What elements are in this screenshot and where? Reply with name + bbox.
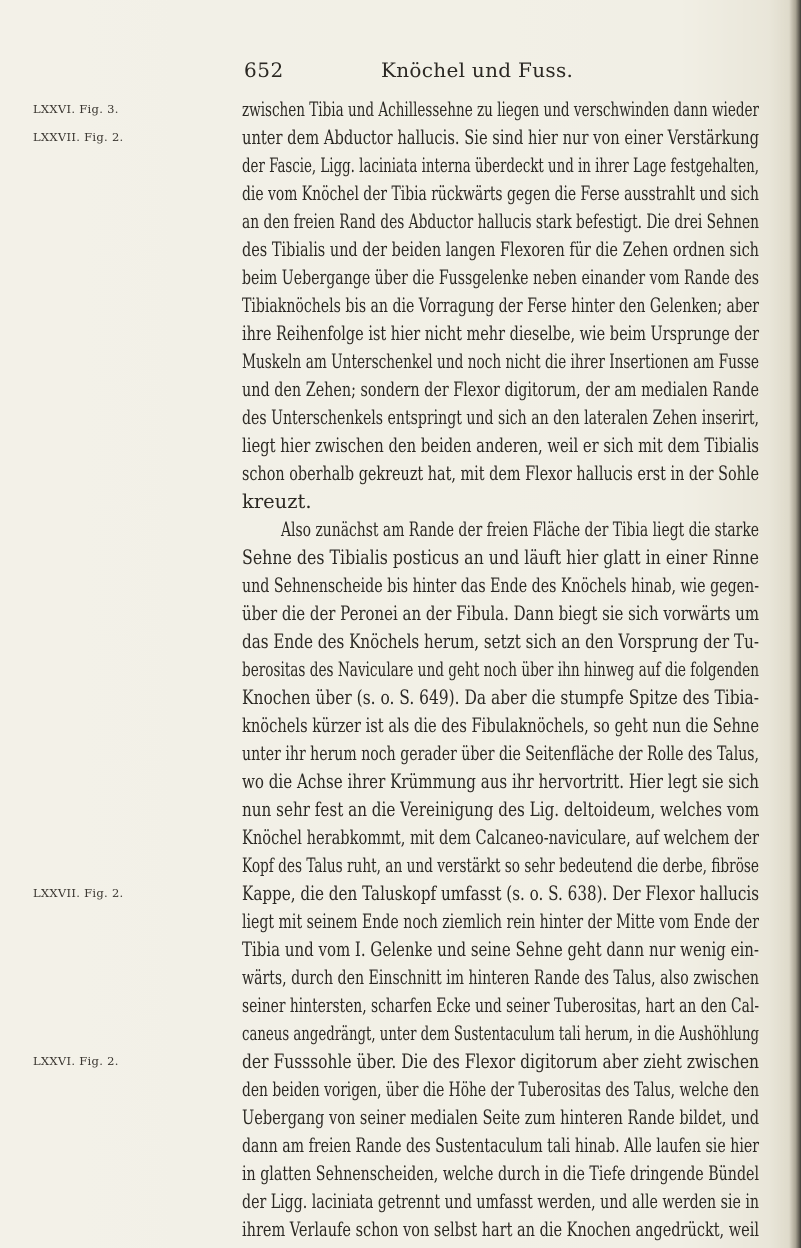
- text-line: [0, 824, 801, 852]
- text-line: [0, 404, 801, 432]
- line-text: dann am freien Rande des Sustentaculum tali hinab. Alle laufen sie hier: [242, 1134, 759, 1157]
- text-line: [0, 796, 801, 824]
- line-text: das Ende des Knöchels herum, setzt sich an den Vorsprung der Tu-: [242, 630, 759, 653]
- line-text: über die der Peronei an der Fibula. Dann biegt sie sich vorwärts um: [242, 602, 759, 625]
- text-line: [0, 320, 801, 348]
- text-line: [0, 96, 801, 124]
- margin-figure-reference: LXXVI. Fig. 3.: [33, 102, 119, 116]
- text-line: [0, 684, 801, 712]
- text-line: [0, 236, 801, 264]
- line-text: wo die Achse ihrer Krümmung aus ihr hervortritt. Hier legt sie sich: [242, 770, 759, 793]
- line-text: an den freien Rand des Abductor hallucis stark befestigt. Die drei Sehnen: [242, 210, 759, 233]
- line-text: schon oberhalb gekreuzt hat, mit dem Flexor hallucis erst in der Sohle: [242, 462, 759, 485]
- text-line: [0, 572, 801, 600]
- line-text: Knöchel herabkommt, mit dem Calcaneo-naviculare, auf welchem der: [242, 826, 759, 849]
- text-line: [0, 908, 801, 936]
- line-text: Tibia und vom I. Gelenke und seine Sehne geht dann nur wenig ein-: [242, 938, 759, 961]
- line-text: liegt hier zwischen den beiden anderen, weil er sich mit dem Tibialis: [242, 434, 759, 457]
- line-text: beim Uebergange über die Fussgelenke neben einander vom Rande des: [242, 266, 759, 289]
- line-text: der Fascie, Ligg. laciniata interna überdeckt und in ihrer Lage festgehalten,: [242, 154, 759, 177]
- text-line: [0, 432, 801, 460]
- text-line: [0, 1048, 801, 1076]
- text-line: [0, 152, 801, 180]
- line-text: Uebergang von seiner medialen Seite zum hinteren Rande bildet, und: [242, 1106, 759, 1129]
- text-line: [0, 292, 801, 320]
- text-line: [0, 516, 801, 544]
- text-line: [0, 880, 801, 908]
- page-number: 652: [244, 58, 284, 82]
- text-line: [0, 376, 801, 404]
- line-text: Kopf des Talus ruht, an und verstärkt so sehr bedeutend die derbe, fibröse: [242, 854, 759, 877]
- text-line: [0, 208, 801, 236]
- line-text: Knochen über (s. o. S. 649). Da aber die stumpfe Spitze des Tibia-: [242, 686, 759, 709]
- line-text: in glatten Sehnenscheiden, welche durch in die Tiefe dringende Bündel: [242, 1162, 759, 1185]
- text-line: [0, 1132, 801, 1160]
- text-line: [0, 348, 801, 376]
- line-text: zwischen Tibia und Achillessehne zu liegen und verschwinden dann wieder: [242, 98, 759, 121]
- page-header: [0, 58, 801, 88]
- margin-figure-reference: LXXVII. Fig. 2.: [33, 886, 124, 900]
- line-text: Also zunächst am Rande der freien Fläche der Tibia liegt die starke: [281, 518, 759, 541]
- margin-figure-reference: LXXVII. Fig. 2.: [33, 130, 124, 144]
- line-text: der Ligg. laciniata getrennt und umfasst werden, und alle werden sie in: [242, 1190, 759, 1213]
- text-line: [0, 1020, 801, 1048]
- text-line: [0, 600, 801, 628]
- text-line: [0, 740, 801, 768]
- page-edge-shadow: [789, 0, 801, 1248]
- line-text: Muskeln am Unterschenkel und noch nicht die ihrer Insertionen am Fusse: [242, 350, 759, 373]
- line-text: Sehne des Tibialis posticus an und läuft hier glatt in einer Rinne: [242, 546, 759, 569]
- text-line: [0, 964, 801, 992]
- line-text: knöchels kürzer ist als die des Fibulaknöchels, so geht nun die Sehne: [242, 714, 759, 737]
- text-line: [0, 712, 801, 740]
- text-line: [0, 936, 801, 964]
- text-line: [0, 992, 801, 1020]
- line-text: caneus angedrängt, unter dem Sustentaculum tali herum, in die Aushöhlung: [242, 1022, 759, 1045]
- line-text: nun sehr fest an die Vereinigung des Lig. deltoideum, welches vom: [242, 798, 759, 821]
- line-text: des Unterschenkels entspringt und sich an den lateralen Zehen inserirt,: [242, 406, 759, 429]
- line-text: kreuzt.: [242, 490, 312, 513]
- text-line: [0, 124, 801, 152]
- line-text: seiner hintersten, scharfen Ecke und seiner Tuberositas, hart an den Cal-: [242, 994, 759, 1017]
- text-line: [0, 460, 801, 488]
- line-text: liegt mit seinem Ende noch ziemlich rein hinter der Mitte vom Ende der: [242, 910, 759, 933]
- text-line: [0, 656, 801, 684]
- line-text: Tibiaknöchels bis an die Vorragung der Ferse hinter den Gelenken; aber: [242, 294, 759, 317]
- line-text: unter dem Abductor hallucis. Sie sind hier nur von einer Verstärkung: [242, 126, 759, 149]
- text-line: [0, 180, 801, 208]
- line-text: des Tibialis und der beiden langen Flexoren für die Zehen ordnen sich: [242, 238, 759, 261]
- line-text: die vom Knöchel der Tibia rückwärts gegen die Ferse ausstrahlt und sich: [242, 182, 759, 205]
- line-text: und Sehnenscheide bis hinter das Ende des Knöchels hinab, wie gegen-: [242, 574, 759, 597]
- line-text: den beiden vorigen, über die Höhe der Tuberositas des Talus, welche den: [242, 1078, 759, 1101]
- line-text: ihre Reihenfolge ist hier nicht mehr dieselbe, wie beim Ursprunge der: [242, 322, 759, 345]
- text-line: [0, 264, 801, 292]
- text-line: [0, 852, 801, 880]
- line-text: berositas des Naviculare und geht noch über ihn hinweg auf die folgenden: [242, 658, 759, 681]
- text-line: [0, 628, 801, 656]
- text-line: [0, 1188, 801, 1216]
- line-text: Kappe, die den Taluskopf umfasst (s. o. S. 638). Der Flexor hallucis: [242, 882, 759, 905]
- text-line: [0, 544, 801, 572]
- text-line: [0, 768, 801, 796]
- line-text: und den Zehen; sondern der Flexor digitorum, der am medialen Rande: [242, 378, 759, 401]
- line-text: der Fusssohle über. Die des Flexor digitorum aber zieht zwischen: [242, 1050, 759, 1073]
- text-line: [0, 1160, 801, 1188]
- line-text: ihrem Verlaufe schon von selbst hart an die Knochen angedrückt, weil: [242, 1218, 759, 1241]
- text-line: [0, 1216, 801, 1244]
- text-line: [0, 1104, 801, 1132]
- line-text: unter ihr herum noch gerader über die Seitenfläche der Rolle des Talus,: [242, 742, 759, 765]
- running-title: Knöchel und Fuss.: [381, 58, 574, 82]
- margin-figure-reference: LXXVI. Fig. 2.: [33, 1054, 119, 1068]
- text-line: [0, 1076, 801, 1104]
- line-text: wärts, durch den Einschnitt im hinteren Rande des Talus, also zwischen: [242, 966, 759, 989]
- text-line: [0, 488, 801, 516]
